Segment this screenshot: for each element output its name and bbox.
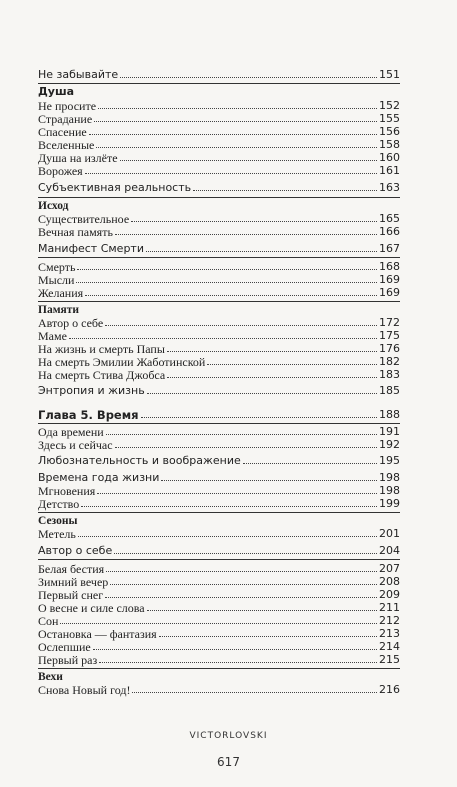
toc-entry-title: Маме bbox=[38, 329, 67, 343]
toc-entry-page: 176 bbox=[379, 342, 400, 355]
toc-entry-title: Сон bbox=[38, 614, 59, 628]
toc-leader bbox=[60, 623, 377, 624]
toc-entry-title: Душа на излёте bbox=[38, 151, 118, 165]
toc-entry bbox=[38, 545, 400, 557]
toc-entry-page: 161 bbox=[379, 164, 400, 177]
toc-entry-title: Любознательность и воображение bbox=[38, 454, 241, 467]
toc-entry-page: 168 bbox=[379, 260, 400, 273]
toc-entry-title: На смерть Эмилии Жаботинской bbox=[38, 355, 206, 369]
section-divider bbox=[38, 559, 400, 560]
page-number: 617 bbox=[217, 755, 240, 769]
toc-entry-title: Желания bbox=[38, 286, 84, 300]
toc-entry-title: Существительное bbox=[38, 212, 130, 226]
toc-entry-page: 183 bbox=[379, 368, 400, 381]
toc-entry-title: Манифест Смерти bbox=[38, 242, 144, 255]
toc-entry-title: Здесь и сейчас bbox=[38, 438, 113, 452]
toc-entry-page: 152 bbox=[379, 99, 400, 112]
toc-entry-title: Вечная память bbox=[38, 225, 113, 239]
toc-entry bbox=[38, 439, 400, 451]
toc-entry bbox=[38, 226, 400, 238]
toc-entry bbox=[38, 426, 400, 438]
toc-leader bbox=[99, 662, 377, 663]
section-divider bbox=[38, 197, 400, 198]
toc-entry-page: 191 bbox=[379, 425, 400, 438]
toc-entry-title: На жизнь и смерть Папы bbox=[38, 342, 165, 356]
toc-entry-title: Ворожея bbox=[38, 164, 83, 178]
toc-leader bbox=[114, 553, 377, 554]
toc-entry-page: 169 bbox=[379, 286, 400, 299]
toc-leader bbox=[115, 234, 377, 235]
toc-chapter bbox=[38, 409, 400, 421]
toc-entry bbox=[38, 472, 400, 484]
toc-entry-title: Времена года жизни bbox=[38, 471, 160, 484]
toc-entry-page: 209 bbox=[379, 588, 400, 601]
toc-entry bbox=[38, 317, 400, 329]
toc-entry bbox=[38, 485, 400, 497]
toc-leader bbox=[85, 295, 377, 296]
toc-entry-page: 166 bbox=[379, 225, 400, 238]
toc-entry-page: 172 bbox=[379, 316, 400, 329]
toc-entry-title: Автор о себе bbox=[38, 544, 113, 557]
toc-entry-page: 208 bbox=[379, 575, 400, 588]
toc-entry-page: 185 bbox=[379, 384, 400, 397]
toc-entry bbox=[38, 563, 400, 575]
toc-leader bbox=[161, 480, 377, 481]
toc-entry bbox=[38, 287, 400, 299]
toc-entry-page: 169 bbox=[379, 273, 400, 286]
toc-leader bbox=[207, 364, 377, 365]
toc-entry-page: 165 bbox=[379, 212, 400, 225]
toc-leader bbox=[76, 282, 377, 283]
toc-leader bbox=[131, 221, 377, 222]
toc-entry-page: 167 bbox=[379, 242, 400, 255]
toc-entry-page: 213 bbox=[379, 627, 400, 640]
toc-entry-title: Субъективная реальность bbox=[38, 181, 192, 194]
toc-entry-page: 198 bbox=[379, 471, 400, 484]
toc-entry bbox=[38, 69, 400, 81]
toc-entry-page: 182 bbox=[379, 355, 400, 368]
toc-leader bbox=[193, 190, 377, 191]
toc-entry-title: Снова Новый год! bbox=[38, 683, 131, 697]
toc-entry bbox=[38, 369, 400, 381]
toc-entry bbox=[38, 602, 400, 614]
toc-entry bbox=[38, 589, 400, 601]
section-divider bbox=[38, 423, 400, 424]
toc-entry bbox=[38, 152, 400, 164]
toc-entry bbox=[38, 343, 400, 355]
toc-leader bbox=[146, 251, 377, 252]
toc-leader bbox=[106, 434, 377, 435]
section-heading: Вехи bbox=[38, 671, 63, 683]
toc-entry-page: 163 bbox=[379, 181, 400, 194]
toc-entry-title: Энтропия и жизнь bbox=[38, 384, 145, 397]
toc-entry-title: Ода времени bbox=[38, 425, 104, 439]
toc-leader bbox=[98, 108, 377, 109]
toc-entry bbox=[38, 182, 400, 194]
toc-entry-page: 151 bbox=[379, 68, 400, 81]
publisher-brand: VICTORLOVSKI bbox=[189, 731, 268, 741]
toc-entry-title: О весне и силе слова bbox=[38, 601, 145, 615]
toc-entry bbox=[38, 100, 400, 112]
toc-entry-title: Автор о себе bbox=[38, 316, 104, 330]
section-heading: Душа bbox=[38, 85, 75, 98]
section-divider bbox=[38, 83, 400, 84]
section-heading: Памяти bbox=[38, 304, 80, 316]
toc-entry bbox=[38, 385, 400, 397]
toc-entry-title: Мысли bbox=[38, 273, 75, 287]
toc-leader bbox=[110, 584, 377, 585]
toc-entry bbox=[38, 628, 400, 640]
toc-entry bbox=[38, 641, 400, 653]
toc-leader bbox=[94, 121, 377, 122]
toc-leader bbox=[96, 147, 377, 148]
toc-entry-title: Ослепшие bbox=[38, 640, 91, 654]
toc-leader bbox=[97, 493, 377, 494]
toc-entry-page: 192 bbox=[379, 438, 400, 451]
toc-leader bbox=[141, 417, 377, 418]
section-heading: Сезоны bbox=[38, 515, 78, 527]
toc-entry-title: Спасение bbox=[38, 125, 87, 139]
toc-entry-title: Не просите bbox=[38, 99, 97, 113]
toc-entry bbox=[38, 165, 400, 177]
toc-leader bbox=[105, 325, 377, 326]
toc-entry-title: Мгновения bbox=[38, 484, 96, 498]
toc-leader bbox=[89, 134, 377, 135]
toc-entry-title: На смерть Стива Джобса bbox=[38, 368, 166, 382]
toc-leader bbox=[106, 571, 377, 572]
toc-entry bbox=[38, 261, 400, 273]
toc-entry bbox=[38, 139, 400, 151]
toc-entry-title: Зимний вечер bbox=[38, 575, 109, 589]
toc-entry bbox=[38, 654, 400, 666]
toc-entry bbox=[38, 274, 400, 286]
toc-entry-page: 212 bbox=[379, 614, 400, 627]
toc-entry bbox=[38, 684, 400, 696]
toc-leader bbox=[81, 506, 377, 507]
toc-leader bbox=[105, 597, 377, 598]
chapter-title: Глава 5. Время bbox=[38, 408, 139, 422]
toc-entry-title: Первый снег bbox=[38, 588, 104, 602]
toc-entry-page: 199 bbox=[379, 497, 400, 510]
toc-entry-title: Остановка — фантазия bbox=[38, 627, 157, 641]
toc-leader bbox=[115, 447, 377, 448]
toc-entry-title: Детство bbox=[38, 497, 80, 511]
toc-leader bbox=[167, 377, 377, 378]
toc-entry-page: 215 bbox=[379, 653, 400, 666]
toc-entry-page: 207 bbox=[379, 562, 400, 575]
toc-leader bbox=[69, 338, 377, 339]
toc-entry-page: 155 bbox=[379, 112, 400, 125]
toc-leader bbox=[159, 636, 377, 637]
section-divider bbox=[38, 301, 400, 302]
toc-entry-page: 204 bbox=[379, 544, 400, 557]
toc-entry-page: 214 bbox=[379, 640, 400, 653]
toc-entry-title: Страдание bbox=[38, 112, 93, 126]
toc-leader bbox=[243, 463, 377, 464]
toc-entry-page: 160 bbox=[379, 151, 400, 164]
toc-leader bbox=[132, 692, 377, 693]
toc-leader bbox=[120, 160, 377, 161]
toc-entry-title: Белая бестия bbox=[38, 562, 105, 576]
section-heading: Исход bbox=[38, 200, 69, 212]
section-divider bbox=[38, 257, 400, 258]
toc-entry bbox=[38, 528, 400, 540]
toc-entry bbox=[38, 330, 400, 342]
toc-entry bbox=[38, 126, 400, 138]
toc-leader bbox=[78, 536, 377, 537]
toc-entry bbox=[38, 615, 400, 627]
toc-entry-title: Смерть bbox=[38, 260, 76, 274]
toc-leader bbox=[167, 351, 377, 352]
toc-leader bbox=[147, 393, 377, 394]
section-divider bbox=[38, 512, 400, 513]
toc-entry-page: 158 bbox=[379, 138, 400, 151]
toc-entry bbox=[38, 455, 400, 467]
toc-leader bbox=[120, 77, 377, 78]
toc-entry bbox=[38, 498, 400, 510]
chapter-page: 188 bbox=[379, 408, 400, 421]
toc-leader bbox=[93, 649, 377, 650]
toc-entry-title: Первый раз bbox=[38, 653, 98, 667]
toc-entry bbox=[38, 213, 400, 225]
toc-leader bbox=[147, 610, 377, 611]
toc-leader bbox=[85, 173, 377, 174]
toc-entry-page: 216 bbox=[379, 683, 400, 696]
toc-entry-page: 201 bbox=[379, 527, 400, 540]
toc-entry bbox=[38, 576, 400, 588]
toc-entry-title: Вселенные bbox=[38, 138, 95, 152]
toc-entry-title: Не забывайте bbox=[38, 68, 119, 81]
toc-entry-title: Метель bbox=[38, 527, 76, 541]
toc-leader bbox=[77, 269, 377, 270]
toc-entry-page: 156 bbox=[379, 125, 400, 138]
toc-entry bbox=[38, 113, 400, 125]
toc-entry bbox=[38, 243, 400, 255]
toc-entry bbox=[38, 356, 400, 368]
toc-entry-page: 198 bbox=[379, 484, 400, 497]
toc-entry-page: 211 bbox=[379, 601, 400, 614]
toc-entry-page: 195 bbox=[379, 454, 400, 467]
toc-entry-page: 175 bbox=[379, 329, 400, 342]
section-divider bbox=[38, 668, 400, 669]
